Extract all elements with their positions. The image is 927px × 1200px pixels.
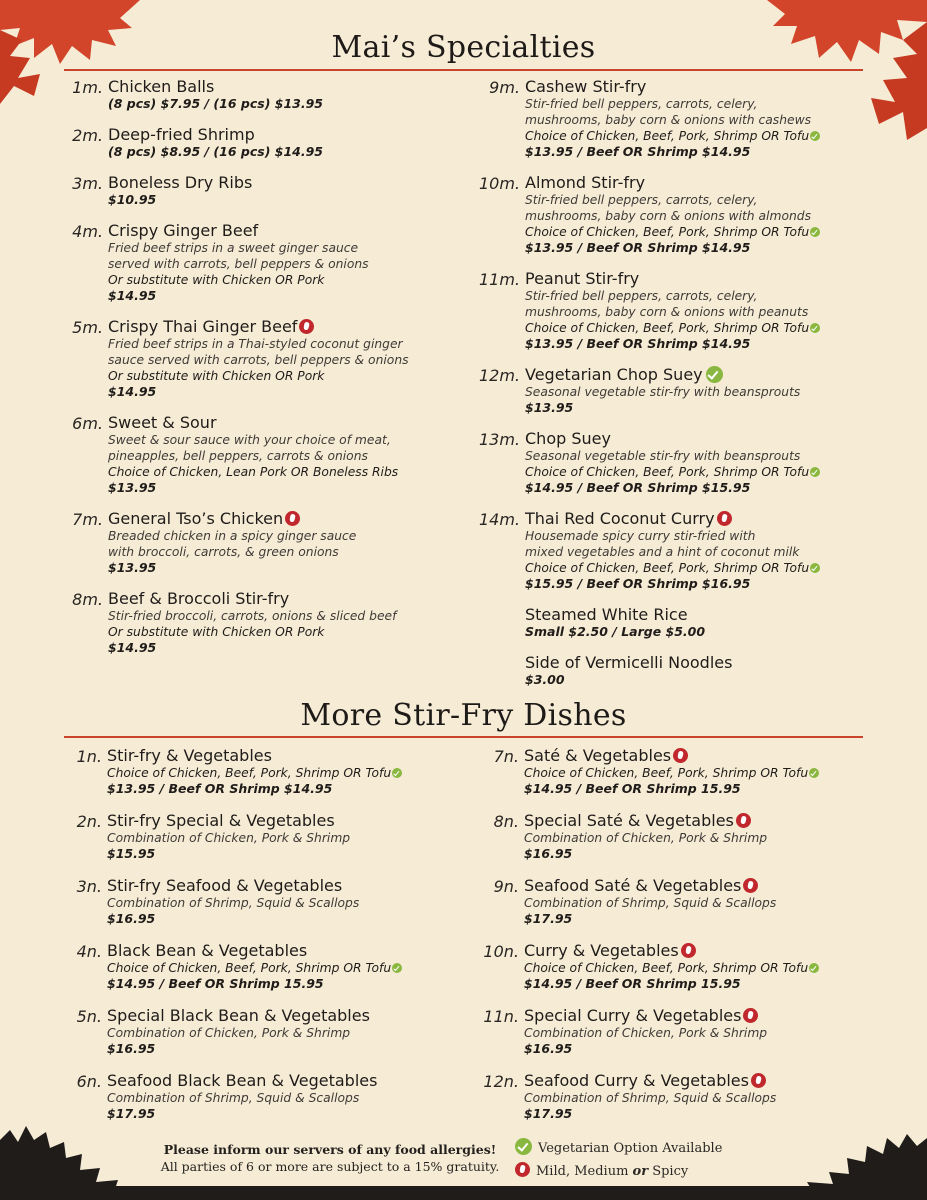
item-description: Combination of Chicken, Pork & Shrimp — [107, 831, 351, 845]
item-name: Seafood Black Bean & Vegetables — [107, 1071, 378, 1090]
item-number: 11n. — [483, 1007, 519, 1026]
footer-bar — [0, 1186, 927, 1200]
item-price: $14.95 — [108, 288, 157, 303]
vegetarian-icon — [515, 1138, 532, 1155]
item-price: $16.95 — [107, 1041, 156, 1056]
item-choice: Choice of Chicken, Beef, Pork, Shrimp OR Tofu — [524, 766, 809, 780]
item-description: Combination of Chicken, Pork & Shrimp — [524, 831, 768, 845]
specialties-left-column — [72, 77, 409, 670]
legend-veg-label: Vegetarian Option Available — [538, 1141, 723, 1156]
item-number: 2n. — [76, 812, 102, 831]
item-description: mushrooms, baby corn & onions with peanuts — [525, 305, 809, 319]
item-price: $13.95 — [525, 400, 574, 415]
menu-item — [489, 77, 820, 160]
spicy-icon — [743, 1008, 758, 1023]
menu-item — [72, 589, 409, 656]
spicy-icon — [673, 748, 688, 763]
item-name: Chicken Balls — [108, 77, 215, 96]
vegetarian-icon — [810, 131, 820, 141]
item-price: $13.95 — [108, 480, 157, 495]
item-name-row — [108, 174, 409, 192]
item-price: $16.95 — [524, 1041, 573, 1056]
item-number: 3n. — [76, 877, 102, 896]
item-choice-row — [108, 272, 409, 288]
item-choice: Choice of Chicken, Beef, Pork, Shrimp OR Tofu — [525, 561, 810, 575]
item-choice-row — [525, 320, 820, 336]
spicy-icon — [299, 319, 314, 334]
item-description: Stir-fried bell peppers, carrots, celery, — [525, 289, 758, 303]
item-price: $13.95 / Beef OR Shrimp $14.95 — [525, 336, 751, 351]
item-description: mushrooms, baby corn & onions with cashews — [525, 113, 812, 127]
item-choice: Choice of Chicken, Beef, Pork, Shrimp OR Tofu — [525, 225, 810, 239]
menu-item — [76, 811, 402, 862]
item-description: pineapples, bell peppers, carrots & onions — [108, 449, 368, 463]
item-name: Seafood Curry & Vegetables — [524, 1071, 749, 1090]
vegetarian-icon — [810, 323, 820, 333]
item-number: 10n. — [483, 942, 519, 961]
item-price: (8 pcs) $8.95 / (16 pcs) $14.95 — [108, 144, 323, 159]
vegetarian-icon — [392, 768, 402, 778]
legend-spicy-or: or — [632, 1164, 649, 1179]
item-number: 11m. — [478, 270, 520, 289]
spicy-icon — [736, 813, 751, 828]
item-price: $13.95 / Beef OR Shrimp $14.95 — [525, 240, 751, 255]
vegetarian-icon — [392, 963, 402, 973]
item-name: Stir-fry & Vegetables — [107, 746, 272, 765]
spicy-icon — [285, 511, 300, 526]
legend-spicy — [515, 1162, 688, 1179]
item-number: 2m. — [72, 126, 103, 145]
item-choice: Choice of Chicken, Beef, Pork, Shrimp OR Tofu — [525, 465, 810, 479]
spicy-icon — [743, 878, 758, 893]
menu-item — [478, 173, 820, 256]
item-name-row — [107, 1007, 402, 1025]
menu-item — [483, 941, 819, 992]
item-choice: Or substitute with Chicken OR Pork — [108, 369, 325, 383]
item-name: Crispy Ginger Beef — [108, 221, 259, 240]
stirfry-left-column — [76, 746, 402, 1137]
item-name-row — [107, 812, 402, 830]
item-name: Almond Stir-fry — [525, 173, 646, 192]
menu-item — [76, 1006, 402, 1057]
item-description: mushrooms, baby corn & onions with almonds — [525, 209, 811, 223]
item-name: Stir-fry Seafood & Vegetables — [107, 876, 343, 895]
gratuity-notice: All parties of 6 or more are subject to a 15% gratuity. — [160, 1159, 500, 1174]
item-name: General Tso’s Chicken — [108, 509, 284, 528]
item-choice-row — [525, 464, 820, 480]
item-price: $14.95 / Beef OR Shrimp $15.95 — [525, 480, 751, 495]
item-price: $16.95 — [107, 911, 156, 926]
menu-item — [72, 509, 409, 576]
item-name: Beef & Broccoli Stir-fry — [108, 589, 290, 608]
item-choice-row — [525, 560, 820, 576]
menu-item — [493, 811, 819, 862]
menu-item — [72, 125, 409, 160]
item-choice-row — [108, 464, 409, 480]
item-name-row — [524, 942, 819, 960]
item-price: (8 pcs) $7.95 / (16 pcs) $13.95 — [108, 96, 323, 111]
item-description: Housemade spicy curry stir-fried with — [525, 529, 756, 543]
item-name: Steamed White Rice — [525, 605, 688, 624]
item-price: $13.95 / Beef OR Shrimp $14.95 — [525, 144, 751, 159]
item-choice: Choice of Chicken, Beef, Pork, Shrimp OR Tofu — [525, 321, 810, 335]
item-number: 5m. — [72, 318, 103, 337]
item-name: Curry & Vegetables — [524, 941, 679, 960]
item-description: Combination of Shrimp, Squid & Scallops — [107, 896, 360, 910]
vegetarian-icon — [810, 467, 820, 477]
item-description: Combination of Chicken, Pork & Shrimp — [107, 1026, 351, 1040]
item-name: Stir-fry Special & Vegetables — [107, 811, 335, 830]
item-description: Stir-fried bell peppers, carrots, celery, — [525, 193, 758, 207]
item-number: 5n. — [76, 1007, 102, 1026]
item-name: Special Saté & Vegetables — [524, 811, 734, 830]
menu-item — [478, 429, 820, 496]
item-name: Vegetarian Chop Suey — [525, 365, 703, 384]
item-description: Seasonal vegetable stir-fry with beansprouts — [525, 449, 801, 463]
item-name-row — [108, 318, 409, 336]
item-price: $15.95 / Beef OR Shrimp $16.95 — [525, 576, 751, 591]
item-name: Seafood Saté & Vegetables — [524, 876, 742, 895]
menu-item — [76, 1071, 402, 1122]
item-name: Special Black Bean & Vegetables — [107, 1006, 370, 1025]
item-price: $13.95 — [108, 560, 157, 575]
item-name-row — [108, 126, 409, 144]
menu-item — [72, 77, 409, 112]
legend-vegetarian — [515, 1138, 722, 1156]
item-name-row — [525, 510, 820, 528]
item-number: 6m. — [72, 414, 103, 433]
item-choice: Or substitute with Chicken OR Pork — [108, 273, 325, 287]
item-number: 12n. — [483, 1072, 519, 1091]
item-name-row — [525, 78, 820, 96]
item-price: $14.95 / Beef OR Shrimp 15.95 — [524, 781, 741, 796]
item-name-row — [108, 590, 409, 608]
item-price: $14.95 / Beef OR Shrimp 15.95 — [524, 976, 741, 991]
item-choice-row — [107, 765, 402, 781]
menu-item — [493, 876, 819, 927]
item-number: 7n. — [493, 747, 519, 766]
item-description: Stir-fried broccoli, carrots, onions & sliced beef — [108, 609, 397, 623]
section-title-specialties: Mai’s Specialties — [331, 30, 596, 65]
item-price: $17.95 — [107, 1106, 156, 1121]
item-description: Seasonal vegetable stir-fry with beansprouts — [525, 385, 801, 399]
menu-item — [478, 365, 820, 416]
menu-item — [525, 654, 820, 688]
vegetarian-icon — [809, 963, 819, 973]
item-name-row — [525, 430, 820, 448]
menu-item — [72, 317, 409, 400]
item-name-row — [108, 510, 409, 528]
item-name: Deep-fried Shrimp — [108, 125, 255, 144]
item-name-row — [107, 942, 402, 960]
item-price: $17.95 — [524, 1106, 573, 1121]
vegetarian-icon — [706, 366, 723, 383]
vegetarian-icon — [809, 768, 819, 778]
item-name-row — [524, 1007, 819, 1025]
spicy-icon — [751, 1073, 766, 1088]
item-price: Small $2.50 / Large $5.00 — [525, 624, 706, 639]
legend-spicy-label-a: Mild, Medium — [536, 1164, 633, 1179]
item-name: Crispy Thai Ginger Beef — [108, 317, 298, 336]
item-description: Combination of Chicken, Pork & Shrimp — [524, 1026, 768, 1040]
item-name: Black Bean & Vegetables — [107, 941, 308, 960]
spicy-icon — [717, 511, 732, 526]
item-description: Combination of Shrimp, Squid & Scallops — [107, 1091, 360, 1105]
item-name-row — [525, 654, 820, 672]
item-number: 1n. — [76, 747, 102, 766]
item-number: 9n. — [493, 877, 519, 896]
item-number: 9m. — [489, 78, 520, 97]
item-choice: Choice of Chicken, Beef, Pork, Shrimp OR Tofu — [107, 961, 392, 975]
item-number: 6n. — [76, 1072, 102, 1091]
item-choice-row — [524, 960, 819, 976]
menu-item — [72, 221, 409, 304]
item-name-row — [107, 1072, 402, 1090]
menu-item — [76, 941, 402, 992]
menu-item — [478, 269, 820, 352]
item-number: 3m. — [72, 174, 103, 193]
item-choice: Choice of Chicken, Beef, Pork, Shrimp OR Tofu — [525, 129, 810, 143]
item-name: Sweet & Sour — [108, 413, 217, 432]
item-name: Chop Suey — [525, 429, 611, 448]
item-number: 4m. — [72, 222, 103, 241]
item-choice: Choice of Chicken, Lean Pork OR Boneless Ribs — [108, 465, 399, 479]
item-description: Combination of Shrimp, Squid & Scallops — [524, 896, 777, 910]
item-name: Peanut Stir-fry — [525, 269, 640, 288]
menu-item — [493, 746, 819, 797]
item-name: Boneless Dry Ribs — [108, 173, 253, 192]
item-price: $10.95 — [108, 192, 157, 207]
item-description: mixed vegetables and a hint of coconut milk — [525, 545, 800, 559]
item-name-row — [525, 366, 820, 384]
item-description: Breaded chicken in a spicy ginger sauce — [108, 529, 357, 543]
item-name: Special Curry & Vegetables — [524, 1006, 742, 1025]
item-name-row — [525, 270, 820, 288]
item-price: $14.95 — [108, 640, 157, 655]
item-number: 1m. — [72, 78, 103, 97]
item-description: Combination of Shrimp, Squid & Scallops — [524, 1091, 777, 1105]
item-name-row — [524, 812, 819, 830]
stirfry-right-column — [483, 746, 819, 1137]
item-choice: Choice of Chicken, Beef, Pork, Shrimp OR Tofu — [524, 961, 809, 975]
menu-item — [76, 876, 402, 927]
item-name-row — [108, 222, 409, 240]
vegetarian-icon — [810, 563, 820, 573]
item-name-row — [107, 747, 402, 765]
item-choice: Or substitute with Chicken OR Pork — [108, 625, 325, 639]
item-price: $15.95 — [107, 846, 156, 861]
item-choice-row — [108, 624, 409, 640]
item-choice-row — [525, 224, 820, 240]
item-description: with broccoli, carrots, & green onions — [108, 545, 339, 559]
menu-item — [525, 606, 820, 640]
item-number: 8n. — [493, 812, 519, 831]
allergy-notice: Please inform our servers of any food allergies! — [163, 1142, 497, 1157]
spicy-icon — [681, 943, 696, 958]
menu-item — [483, 1006, 819, 1057]
item-choice-row — [108, 368, 409, 384]
item-description: Stir-fried bell peppers, carrots, celery, — [525, 97, 758, 111]
section-rule-specialties — [64, 69, 863, 71]
item-name: Saté & Vegetables — [524, 746, 672, 765]
item-description: Fried beef strips in a sweet ginger sauce — [108, 241, 359, 255]
spicy-icon — [515, 1162, 530, 1177]
item-number: 4n. — [76, 942, 102, 961]
item-price: $14.95 — [108, 384, 157, 399]
menu-item — [76, 746, 402, 797]
item-name-row — [108, 414, 409, 432]
item-description: Sweet & sour sauce with your choice of meat, — [108, 433, 391, 447]
item-description: Fried beef strips in a Thai-styled coconut ginger — [108, 337, 403, 351]
footer-notes — [150, 1141, 510, 1175]
item-description: served with carrots, bell peppers & onions — [108, 257, 369, 271]
item-number: 12m. — [478, 366, 520, 385]
item-number: 8m. — [72, 590, 103, 609]
item-name-row — [524, 877, 819, 895]
item-name-row — [524, 747, 819, 765]
item-price: $3.00 — [525, 672, 565, 687]
menu-item — [72, 173, 409, 208]
item-choice-row — [107, 960, 402, 976]
item-name: Cashew Stir-fry — [525, 77, 647, 96]
item-name-row — [108, 78, 409, 96]
item-choice: Choice of Chicken, Beef, Pork, Shrimp OR Tofu — [107, 766, 392, 780]
item-price: $14.95 / Beef OR Shrimp 15.95 — [107, 976, 324, 991]
legend-spicy-label-b: Spicy — [648, 1164, 689, 1179]
menu-item — [483, 1071, 819, 1122]
vegetarian-icon — [810, 227, 820, 237]
item-name-row — [524, 1072, 819, 1090]
menu-item — [72, 413, 409, 496]
section-rule-stirfry — [64, 736, 863, 738]
item-price: $16.95 — [524, 846, 573, 861]
menu-item — [478, 509, 820, 592]
item-name-row — [525, 606, 820, 624]
item-number: 7m. — [72, 510, 103, 529]
item-name-row — [525, 174, 820, 192]
item-price: $17.95 — [524, 911, 573, 926]
item-choice-row — [525, 128, 820, 144]
specialties-right-column — [478, 77, 820, 702]
item-name: Thai Red Coconut Curry — [525, 509, 715, 528]
item-price: $13.95 / Beef OR Shrimp $14.95 — [107, 781, 333, 796]
item-description: sauce served with carrots, bell peppers & onions — [108, 353, 409, 367]
item-number: 10m. — [478, 174, 520, 193]
section-title-stirfry: More Stir-Fry Dishes — [300, 698, 627, 733]
item-number: 14m. — [478, 510, 520, 529]
item-name: Side of Vermicelli Noodles — [525, 653, 733, 672]
item-choice-row — [524, 765, 819, 781]
item-name-row — [107, 877, 402, 895]
item-number: 13m. — [478, 430, 520, 449]
